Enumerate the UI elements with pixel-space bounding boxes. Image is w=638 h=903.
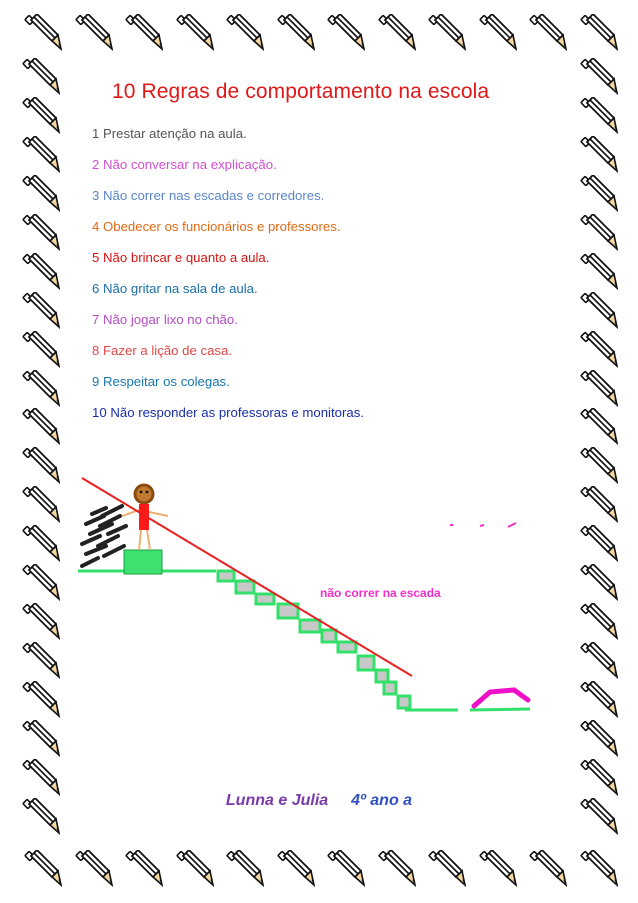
- pencil-icon: [578, 253, 618, 291]
- pencil-icon: [20, 370, 60, 408]
- pencil-icon: [275, 850, 315, 888]
- pencil-icon: [578, 14, 618, 52]
- rule-item: 9 Respeitar os colegas.: [92, 374, 230, 389]
- drawing-caption: não correr na escada: [320, 586, 441, 600]
- pencil-icon: [578, 175, 618, 213]
- pencil-icon: [22, 850, 62, 888]
- page-title: 10 Regras de comportamento na escola: [112, 80, 490, 103]
- pencil-border-top: [22, 14, 618, 52]
- green-box: [124, 550, 162, 574]
- pencil-icon: [376, 850, 416, 888]
- footer-authors: [0, 792, 638, 810]
- rule-item: 6 Não gritar na sala de aula.: [92, 281, 258, 296]
- scribble-drawing: [82, 506, 126, 566]
- pencil-icon: [20, 331, 60, 369]
- pencil-icon: [123, 14, 163, 52]
- pencil-icon: [578, 408, 618, 446]
- pencil-icon: [174, 14, 214, 52]
- rule-item: 8 Fazer a lição de casa.: [92, 343, 233, 358]
- pencil-icon: [578, 292, 618, 330]
- author-connector: e: [278, 792, 288, 809]
- pencil-icon: [578, 447, 618, 485]
- pencil-icon: [20, 253, 60, 291]
- pencil-icon: [477, 850, 517, 888]
- pencil-icon: [123, 850, 163, 888]
- pencil-icon: [578, 331, 618, 369]
- pencil-icon: [325, 14, 365, 52]
- pencil-icon: [578, 720, 618, 758]
- pencil-icon: [578, 642, 618, 680]
- pencil-icon: [527, 850, 567, 888]
- pencil-icon: [578, 58, 618, 96]
- pencil-icon: [578, 850, 618, 888]
- pencil-icon: [20, 642, 60, 680]
- pencil-icon: [20, 681, 60, 719]
- pencil-icon: [275, 14, 315, 52]
- pencil-icon: [578, 486, 618, 524]
- pencil-icon: [20, 175, 60, 213]
- pencil-icon: [73, 850, 113, 888]
- pencil-icon: [20, 292, 60, 330]
- rules-list: [92, 126, 364, 436]
- rule-item: 1 Prestar atenção na aula.: [92, 126, 247, 141]
- pencil-icon: [578, 525, 618, 563]
- pencil-icon: [20, 603, 60, 641]
- pencil-border-right: [578, 58, 618, 836]
- pencil-icon: [20, 447, 60, 485]
- pencil-icon: [578, 214, 618, 252]
- pencil-icon: [20, 486, 60, 524]
- pencil-icon: [426, 850, 466, 888]
- pencil-icon: [224, 14, 264, 52]
- rule-item: 10 Não responder as professoras e monitoras.: [92, 405, 364, 420]
- stairs-drawing: [60, 470, 540, 730]
- pencil-icon: [578, 97, 618, 135]
- pencil-icon: [73, 14, 113, 52]
- pencil-icon: [20, 58, 60, 96]
- pencil-border-left: [20, 58, 60, 836]
- magenta-marks: [450, 523, 516, 527]
- pencil-icon: [20, 408, 60, 446]
- rule-item: 2 Não conversar na explicação.: [92, 157, 277, 172]
- ground-line: [78, 571, 530, 710]
- pencil-icon: [20, 97, 60, 135]
- author-name-1: Lunna: [225, 792, 274, 809]
- pencil-icon: [174, 850, 214, 888]
- pencil-icon: [578, 603, 618, 641]
- slope-line: [82, 478, 412, 676]
- pencil-icon: [527, 14, 567, 52]
- pencil-icon: [578, 370, 618, 408]
- magenta-shape: [474, 690, 528, 706]
- pencil-border-bottom: [22, 850, 618, 888]
- pencil-icon: [578, 136, 618, 174]
- pencil-icon: [20, 214, 60, 252]
- class-grade: 4º ano a: [351, 792, 413, 809]
- pencil-icon: [20, 564, 60, 602]
- pencil-icon: [477, 14, 517, 52]
- child-figure: [122, 485, 168, 550]
- pencil-icon: [578, 564, 618, 602]
- pencil-icon: [20, 720, 60, 758]
- author-name-2: Julia: [291, 792, 329, 809]
- pencil-icon: [426, 14, 466, 52]
- pencil-icon: [578, 681, 618, 719]
- pencil-icon: [325, 850, 365, 888]
- pencil-icon: [22, 14, 62, 52]
- rule-item: 5 Não brincar e quanto a aula.: [92, 250, 270, 265]
- pencil-icon: [20, 525, 60, 563]
- rule-item: 3 Não correr nas escadas e corredores.: [92, 188, 325, 203]
- rule-item: 4 Obedecer os funcionários e professores.: [92, 219, 341, 234]
- rule-item: 7 Não jogar lixo no chão.: [92, 312, 238, 327]
- pencil-icon: [376, 14, 416, 52]
- pencil-icon: [20, 136, 60, 174]
- pencil-icon: [224, 850, 264, 888]
